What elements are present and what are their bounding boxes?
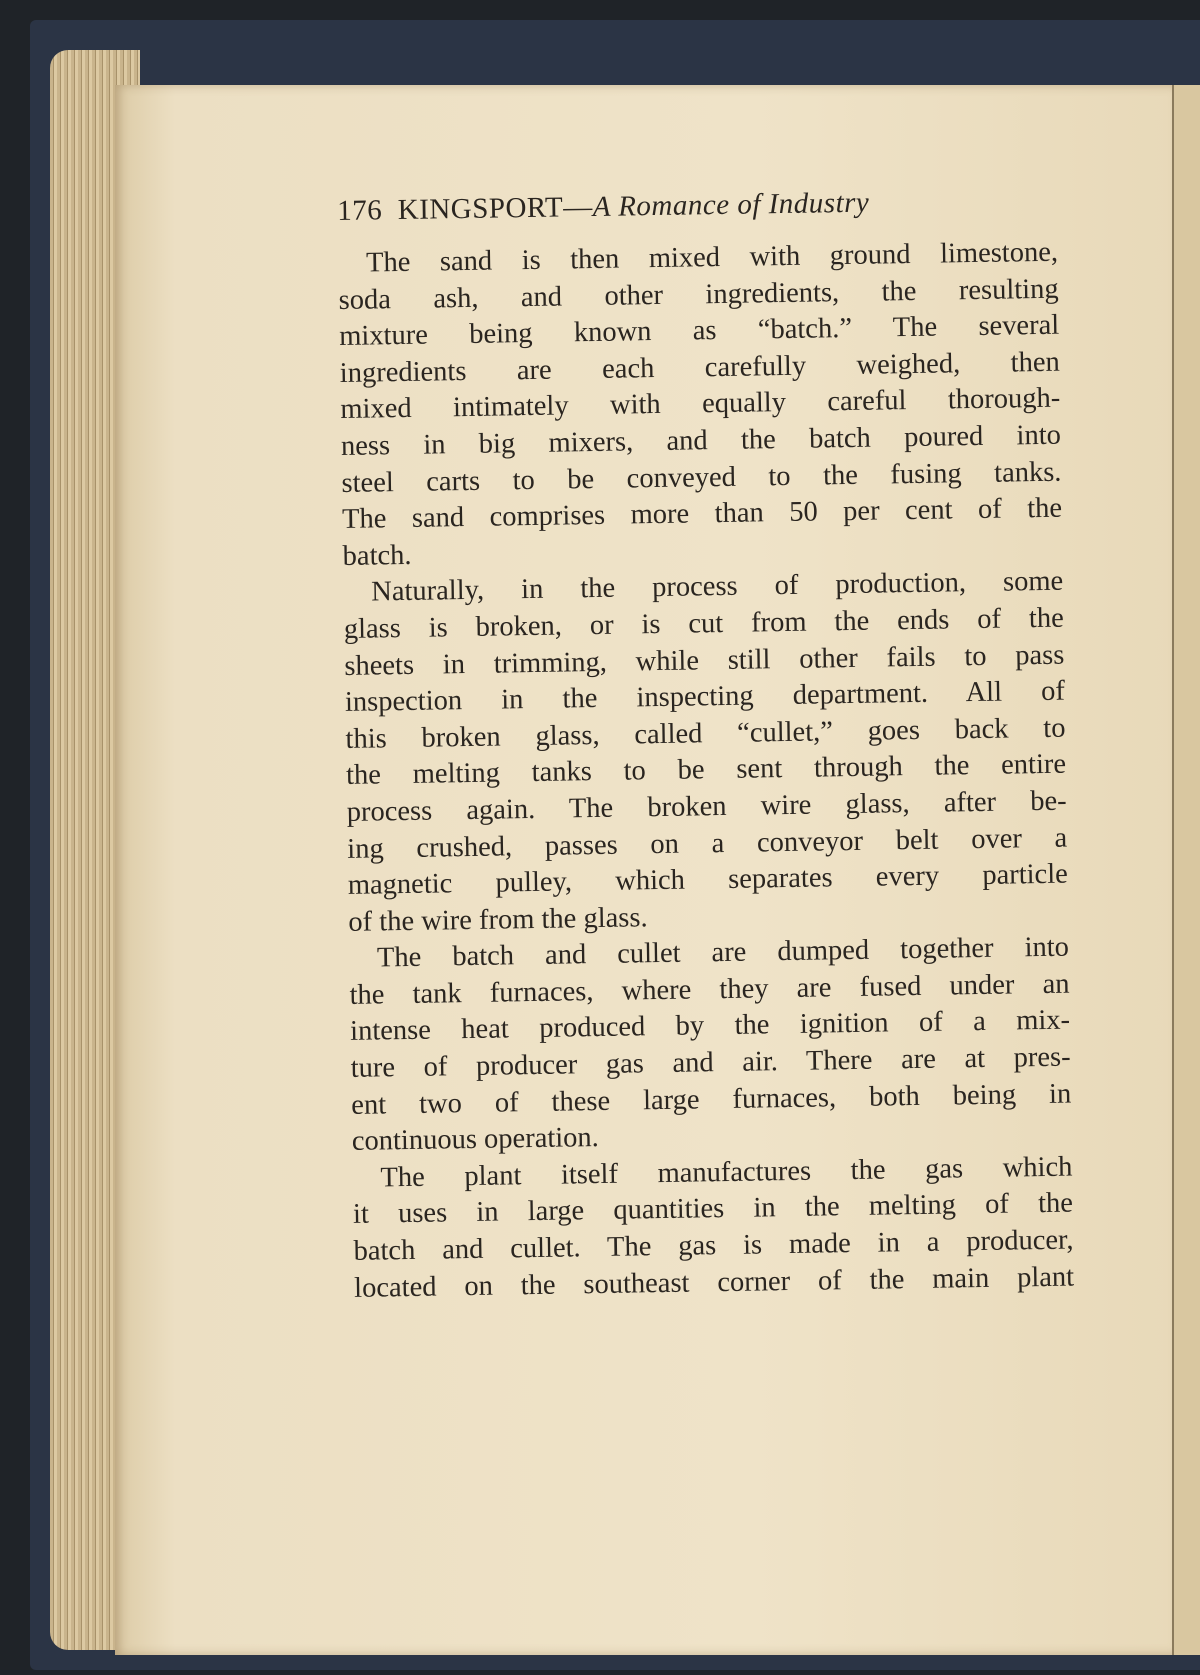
text-line: the tank furnaces, where they are fused under an <box>349 968 1070 1011</box>
text-line: The sand is then mixed with ground limestone, <box>365 236 1059 279</box>
text-line: steel carts to be conveyed to the fusing tanks. <box>341 456 1062 499</box>
text-line: ing crushed, passes on a conveyor belt over a <box>347 822 1068 865</box>
text-line: batch and cullet. The gas is made in a producer, <box>353 1224 1074 1267</box>
text-line: this broken glass, called “cullet,” goes back to <box>345 712 1066 755</box>
text-line: glass is broken, or is cut from the ends of the <box>343 602 1064 645</box>
book-subtitle: A Romance of Industry <box>592 186 870 223</box>
text-line: of the wire from the glass. <box>348 901 648 938</box>
book-title: KINGSPORT— <box>397 190 593 227</box>
text-line: inspection in the inspecting department. All of <box>344 675 1066 719</box>
facing-page-edge <box>1172 85 1200 1655</box>
text-line: intense heat produced by the ignition of a mix- <box>349 1005 1071 1048</box>
text-line: the melting tanks to be sent through the entire <box>345 748 1067 792</box>
page-number: 176 <box>337 194 383 227</box>
text-line: The plant itself manufactures the gas which <box>380 1151 1073 1194</box>
text-line: mixture being known as “batch.” The several <box>338 309 1060 353</box>
text-line: process again. The broken wire glass, after be- <box>346 785 1067 828</box>
text-line: located on the southeast corner of the main plant <box>353 1261 1075 1304</box>
text-line: ingredients are each carefully weighed, then <box>339 346 1060 389</box>
text-line: magnetic pulley, which separates every particle <box>347 858 1069 902</box>
text-line: ness in big mixers, and the batch poured into <box>340 419 1062 462</box>
text-line: Naturally, in the process of production, some <box>371 565 1064 608</box>
text-line: ture of producer gas and air. There are at pres- <box>350 1041 1071 1084</box>
text-line: ent two of these large furnaces, both being in <box>351 1078 1072 1121</box>
text-line: continuous operation. <box>351 1122 600 1158</box>
text-line: soda ash, and other ingredients, the resulting <box>338 273 1059 316</box>
text-line: The sand comprises more than 50 per cent of the <box>341 492 1063 536</box>
page-content <box>337 184 1074 1307</box>
text-line: batch. <box>342 539 412 572</box>
text-line: sheets in trimming, while still other fails to pass <box>344 639 1065 682</box>
text-line: The batch and cullet are dumped together into <box>376 931 1070 974</box>
body-text <box>338 235 1075 1307</box>
text-line: it uses in large quantities in the melting of the <box>352 1188 1074 1231</box>
text-line: mixed intimately with equally careful thorough- <box>340 383 1061 426</box>
